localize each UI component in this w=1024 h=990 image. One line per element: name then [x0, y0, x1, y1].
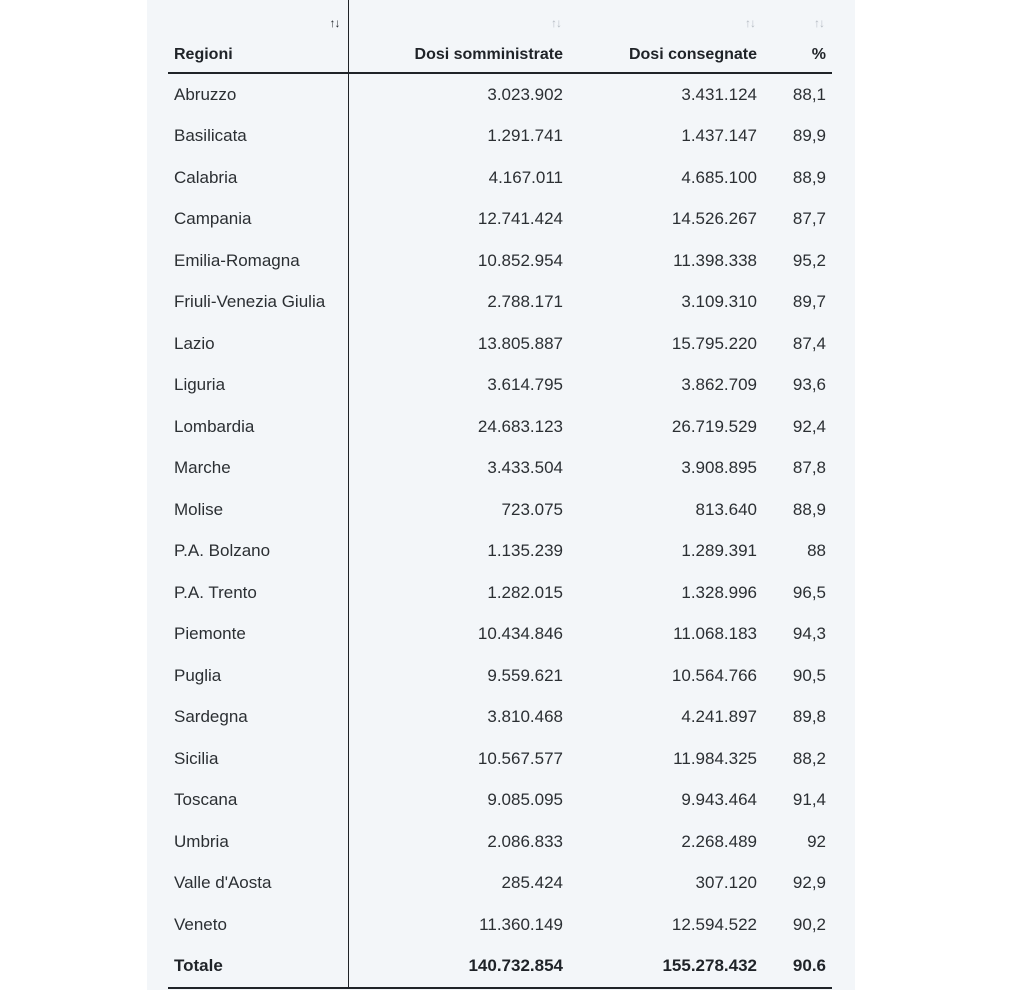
cell-dosi-consegnate: 11.068.183	[673, 624, 757, 644]
table-row	[168, 531, 832, 573]
cell-dosi-consegnate: 1.289.391	[681, 541, 757, 561]
cell-dosi-consegnate: 2.268.489	[681, 831, 757, 851]
cell-region: Calabria	[168, 157, 348, 199]
cell-dosi-consegnate: 3.908.895	[681, 458, 757, 478]
cell-percent: 89,7	[792, 292, 826, 312]
cell-region: Veneto	[168, 904, 348, 946]
table-row	[168, 406, 832, 448]
cell-dosi-somministrate: 4.167.011	[488, 167, 563, 187]
table-row	[168, 572, 832, 614]
cell-region: Puglia	[168, 655, 348, 697]
sort-icon[interactable]: ↑↓	[551, 16, 561, 30]
cell-dosi-consegnate: 155.278.432	[569, 946, 763, 989]
cell-dosi-somministrate: 13.805.887	[477, 333, 563, 353]
cell-dosi-somministrate: 24.683.123	[477, 416, 563, 436]
cell-region: Molise	[168, 489, 348, 531]
cell-dosi-consegnate: 813.640	[695, 499, 757, 519]
cell-dosi-somministrate: 12.741.424	[477, 209, 563, 229]
cell-percent: 89,8	[792, 707, 826, 727]
cell-dosi-somministrate: 3.433.504	[487, 458, 563, 478]
column-header-label: Regioni	[174, 46, 233, 63]
cell-percent: 90.6	[763, 946, 832, 989]
column-header-label: %	[811, 46, 826, 63]
cell-dosi-consegnate: 10.564.766	[671, 665, 757, 685]
column-header-dosi-consegnate[interactable]	[569, 0, 763, 73]
table-row	[168, 199, 832, 241]
cell-dosi-consegnate: 15.795.220	[671, 333, 757, 353]
sort-icon[interactable]: ↑↓	[329, 16, 340, 30]
cell-percent: 96,5	[792, 582, 826, 602]
table-row	[168, 116, 832, 158]
table-row	[168, 73, 832, 116]
table-row	[168, 821, 832, 863]
cell-dosi-somministrate: 3.023.902	[487, 84, 563, 104]
cell-percent: 87,8	[792, 458, 826, 478]
cell-dosi-consegnate: 1.328.996	[681, 582, 757, 602]
cell-dosi-consegnate: 11.398.338	[673, 250, 757, 270]
table-row	[168, 614, 832, 656]
cell-region: Sardegna	[168, 697, 348, 739]
cell-dosi-somministrate: 10.567.577	[477, 748, 563, 768]
cell-dosi-somministrate: 2.086.833	[487, 831, 563, 851]
table-row	[168, 655, 832, 697]
cell-percent: 90,2	[792, 914, 826, 934]
cell-dosi-somministrate: 1.282.015	[487, 582, 563, 602]
cell-dosi-somministrate: 10.852.954	[477, 250, 563, 270]
cell-percent: 90,5	[792, 665, 826, 685]
sort-icon[interactable]: ↑↓	[814, 16, 824, 30]
cell-region: Liguria	[168, 365, 348, 407]
table-row	[168, 780, 832, 822]
table-row	[168, 489, 832, 531]
cell-dosi-consegnate: 12.594.522	[671, 914, 757, 934]
table-row	[168, 282, 832, 324]
cell-dosi-consegnate: 307.120	[695, 873, 757, 893]
column-header-label: Dosi consegnate	[628, 46, 757, 63]
column-header-percent[interactable]	[763, 0, 832, 73]
cell-dosi-somministrate: 9.559.621	[487, 665, 563, 685]
total-row	[168, 946, 832, 989]
cell-percent: 88,9	[792, 499, 826, 519]
table-row	[168, 323, 832, 365]
cell-region: Campania	[168, 199, 348, 241]
cell-dosi-consegnate: 26.719.529	[671, 416, 757, 436]
cell-dosi-consegnate: 3.862.709	[681, 375, 757, 395]
column-header-label: Dosi somministrate	[414, 46, 563, 63]
table-row	[168, 697, 832, 739]
vaccine-doses-table	[168, 0, 832, 989]
cell-dosi-somministrate: 9.085.095	[487, 790, 563, 810]
cell-percent: 91,4	[792, 790, 826, 810]
cell-region: Marche	[168, 448, 348, 490]
cell-dosi-somministrate: 140.732.854	[348, 946, 569, 989]
table-body	[168, 73, 832, 988]
cell-dosi-consegnate: 4.685.100	[681, 167, 757, 187]
cell-dosi-consegnate: 4.241.897	[681, 707, 757, 727]
cell-dosi-somministrate: 723.075	[501, 499, 563, 519]
cell-dosi-somministrate: 3.810.468	[487, 707, 563, 727]
cell-dosi-somministrate: 1.135.239	[487, 541, 563, 561]
cell-dosi-consegnate: 3.431.124	[681, 84, 757, 104]
vaccine-doses-table-container	[168, 0, 832, 989]
cell-region: Abruzzo	[168, 73, 348, 116]
cell-percent: 94,3	[792, 624, 826, 644]
table-row	[168, 448, 832, 490]
cell-dosi-consegnate: 9.943.464	[681, 790, 757, 810]
cell-percent: 92,4	[792, 416, 826, 436]
cell-percent: 88,9	[792, 167, 826, 187]
cell-region: Friuli-Venezia Giulia	[168, 282, 348, 324]
cell-percent: 87,7	[792, 209, 826, 229]
cell-dosi-consegnate: 14.526.267	[671, 209, 757, 229]
cell-region: Valle d'Aosta	[168, 863, 348, 905]
table-header-row	[168, 0, 832, 73]
cell-dosi-somministrate: 2.788.171	[487, 292, 563, 312]
cell-dosi-somministrate: 1.291.741	[487, 126, 563, 146]
cell-percent: 88,1	[792, 84, 826, 104]
table-row	[168, 863, 832, 905]
table-row	[168, 365, 832, 407]
cell-region: P.A. Bolzano	[168, 531, 348, 573]
cell-percent: 95,2	[792, 250, 826, 270]
cell-percent: 93,6	[792, 375, 826, 395]
cell-region: P.A. Trento	[168, 572, 348, 614]
cell-dosi-consegnate: 1.437.147	[681, 126, 757, 146]
cell-percent: 87,4	[792, 333, 826, 353]
column-header-regioni[interactable]	[168, 0, 348, 73]
table-row	[168, 240, 832, 282]
cell-region: Umbria	[168, 821, 348, 863]
table-row	[168, 157, 832, 199]
cell-region: Lombardia	[168, 406, 348, 448]
cell-percent: 92	[807, 831, 826, 851]
cell-region: Totale	[168, 946, 348, 989]
cell-percent: 89,9	[792, 126, 826, 146]
cell-dosi-consegnate: 3.109.310	[681, 292, 757, 312]
cell-dosi-somministrate: 11.360.149	[479, 914, 563, 934]
column-header-dosi-somministrate[interactable]	[348, 0, 569, 73]
cell-dosi-consegnate: 11.984.325	[673, 748, 757, 768]
cell-region: Toscana	[168, 780, 348, 822]
cell-region: Emilia-Romagna	[168, 240, 348, 282]
cell-region: Basilicata	[168, 116, 348, 158]
table-row	[168, 904, 832, 946]
cell-dosi-somministrate: 10.434.846	[477, 624, 563, 644]
table-row	[168, 738, 832, 780]
cell-dosi-somministrate: 3.614.795	[487, 375, 563, 395]
cell-region: Piemonte	[168, 614, 348, 656]
sort-icon[interactable]: ↑↓	[745, 16, 755, 30]
cell-region: Sicilia	[168, 738, 348, 780]
cell-percent: 88	[807, 541, 826, 561]
cell-percent: 88,2	[792, 748, 826, 768]
cell-region: Lazio	[168, 323, 348, 365]
cell-percent: 92,9	[792, 873, 826, 893]
cell-dosi-somministrate: 285.424	[501, 873, 563, 893]
